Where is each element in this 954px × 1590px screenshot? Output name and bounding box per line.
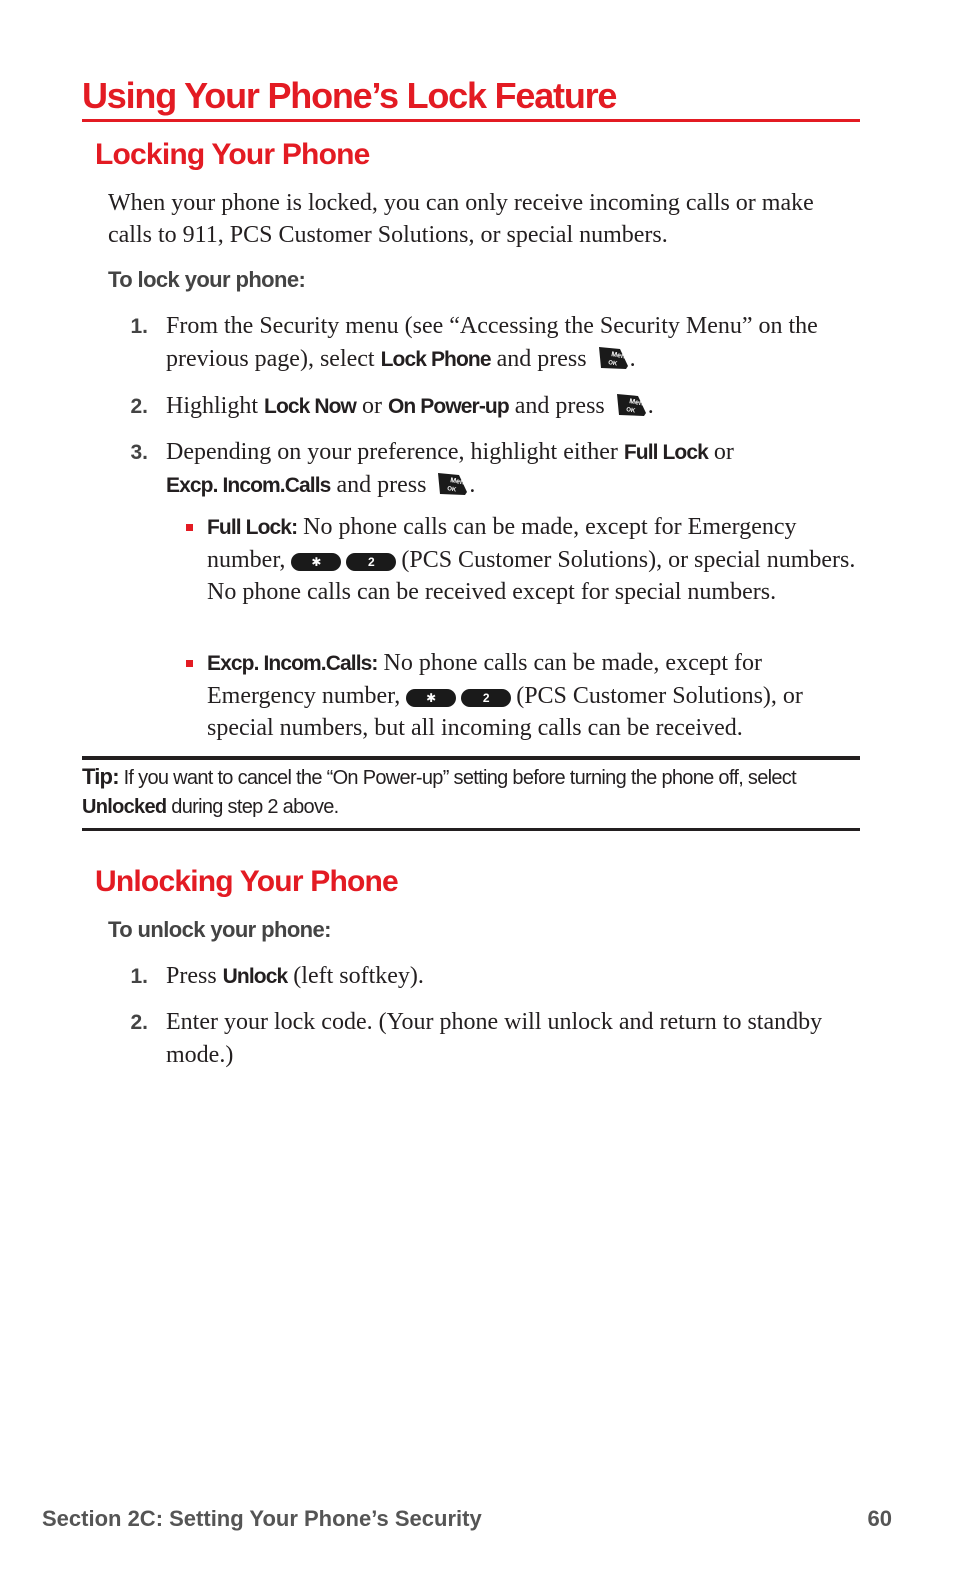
ok-key-label: OK [447, 486, 457, 494]
tip-box [82, 762, 872, 822]
title-rule [82, 119, 860, 122]
step-text-part: Depending on your preference, highlight either [166, 439, 624, 465]
step-text [166, 436, 858, 502]
step-text [166, 960, 858, 993]
page-title: Using Your Phone’s Lock Feature [82, 75, 617, 116]
step-text-part: and press [490, 346, 593, 372]
step-text-part: and press [330, 472, 433, 498]
bullet-square-icon [186, 660, 193, 667]
locking-intro: When your phone is locked, you can only receive incoming calls or make calls to 911, PCS Customer Solutions, or special numbers. [108, 190, 814, 248]
menu-ok-key-icon [614, 391, 648, 417]
step-number: 3. [130, 441, 148, 464]
page-footer [42, 1504, 892, 1534]
bullet-text [207, 511, 858, 608]
star-key-icon: ✱ [406, 689, 456, 707]
step-number: 2. [130, 395, 148, 418]
tip-rule-bottom [82, 828, 860, 831]
step-text-part: Highlight [166, 393, 265, 419]
step-number: 1. [130, 315, 148, 338]
menu-ok-key-icon [596, 344, 630, 370]
tip-rule-top [82, 756, 860, 760]
step-text-part: and press [508, 393, 611, 419]
bullet-text-part: No phone calls can be made, except for Emergency number, [207, 650, 763, 709]
step-number: 2. [130, 1011, 148, 1034]
unlock-lead: To unlock your phone: [108, 917, 331, 942]
menu-key-label: Menu [450, 477, 470, 488]
step-text-part: (left softkey). [287, 963, 424, 989]
step-text [166, 390, 858, 423]
two-key-icon: 2 [461, 689, 511, 707]
keyword-full-lock: Full Lock [623, 441, 708, 464]
two-key-icon: 2 [346, 553, 396, 571]
menu-ok-key-icon [435, 470, 469, 496]
keyword-excp-incom-calls: Excp. Incom.Calls [166, 474, 331, 497]
tip-text-part: If you want to cancel the “On Power-up” setting before turning the phone off, select [118, 767, 796, 789]
tip-text-part: during step 2 above. [166, 796, 339, 818]
keyword-unlocked: Unlocked [82, 796, 167, 818]
ok-key-label: OK [607, 360, 618, 368]
step-text-part: or [707, 439, 734, 465]
lock-lead: To lock your phone: [108, 267, 306, 292]
keyword-unlock: Unlock [222, 965, 288, 988]
menu-key-label: Menu [610, 351, 630, 362]
keyword-full-lock: Full Lock: [207, 516, 298, 539]
bullet-square-icon [186, 524, 193, 531]
tip-label: Tip: [82, 764, 119, 789]
keyword-lock-phone: Lock Phone [380, 348, 491, 371]
step-text-part: . [647, 393, 654, 419]
step-text-part: From the Security menu (see “Accessing the Security Menu” on the previous page), select [166, 313, 818, 372]
page-number: 60 [867, 1506, 892, 1531]
step-text-part: . [469, 472, 476, 498]
step-number: 1. [130, 965, 148, 988]
bullet-text-part: (PCS Customer Solutions), or special numbers, but all incoming calls can be received. [207, 683, 803, 741]
step-text-part: or [356, 393, 388, 419]
bullet-text-part: No phone calls can be made, except for Emergency number, [207, 514, 797, 573]
menu-key-label: Menu [628, 398, 648, 409]
star-key-icon: ✱ [291, 553, 341, 571]
heading-unlocking: Unlocking Your Phone [95, 865, 398, 898]
bullet-text [207, 647, 858, 744]
keyword-on-power-up: On Power-up [388, 395, 509, 418]
step-text [166, 310, 858, 376]
ok-key-label: OK [625, 407, 636, 415]
step-text: Enter your lock code. (Your phone will unlock and return to standby mode.) [166, 1009, 823, 1068]
footer-section-title: Section 2C: Setting Your Phone’s Security [42, 1506, 482, 1531]
bullet-text-part: (PCS Customer Solutions), or special numbers. No phone calls can be received except for special numbers. [207, 547, 856, 605]
step-text-part: . [629, 346, 636, 372]
keyword-excp-incom-calls: Excp. Incom.Calls: [207, 652, 378, 675]
heading-locking: Locking Your Phone [95, 138, 370, 171]
step-text-part: Press [166, 963, 223, 989]
keyword-lock-now: Lock Now [264, 395, 356, 418]
